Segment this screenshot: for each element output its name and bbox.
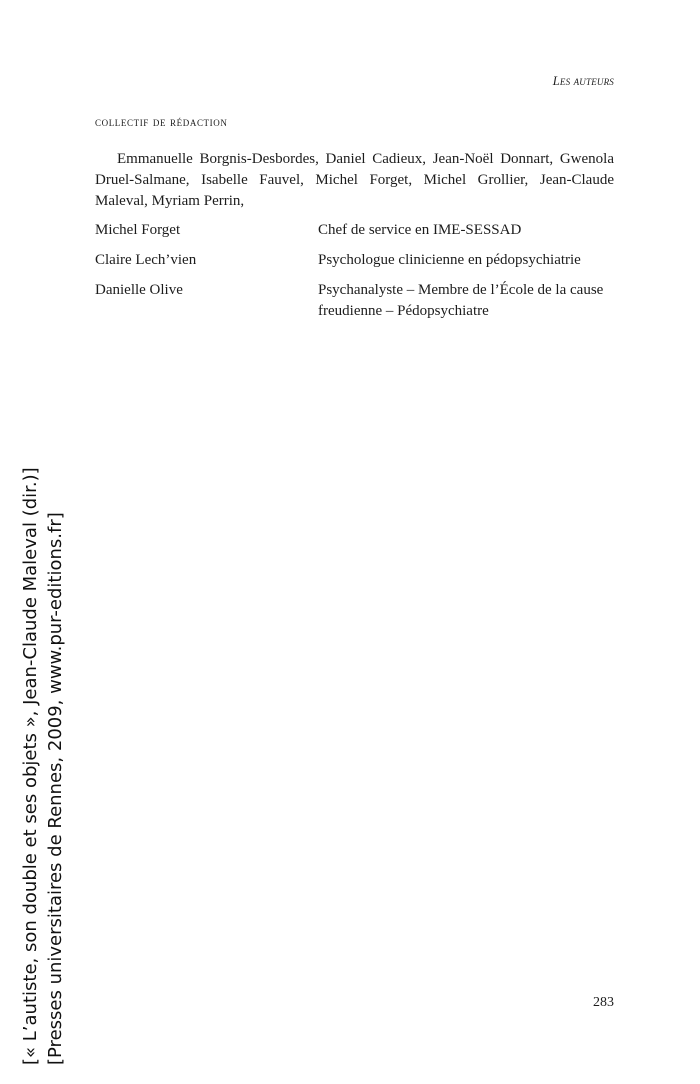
member-row [95,280,625,331]
citation-line-title: [« L’autiste, son double et ses objets », Jean-Claude Maleval (dir.)] [20,467,41,1065]
section-title: collectif de rédaction [95,114,228,129]
member-role: Psychologue clinicienne en pédopsychiatrie [318,252,581,268]
page-number: 283 [593,995,614,1010]
member-name: Michel Forget [95,222,181,238]
member-row [95,250,625,280]
member-role: Chef de service en IME-SESSAD [318,222,522,238]
side-citation [18,467,68,1065]
member-row [95,220,625,250]
member-list [95,220,625,331]
editorial-team-names: Emmanuelle Borgnis-Desbordes, Daniel Cadieux, Jean-Noël Donnart, Gwenola Druel-Salmane, Isabelle Fauvel, Michel Forget, Michel Grollier, Jean-Claude Maleval, Myriam Perrin, [95,151,614,209]
member-role: Psychanalyste – Membre de l’École de la cause freudienne – Pédopsychiatre [318,282,604,319]
member-name: Danielle Olive [95,282,183,298]
citation-line-publisher: [Presses universitaires de Rennes, 2009, www.pur-editions.fr] [45,512,66,1065]
member-name: Claire Lech’vien [95,252,197,268]
running-header: Les auteurs [552,74,614,88]
